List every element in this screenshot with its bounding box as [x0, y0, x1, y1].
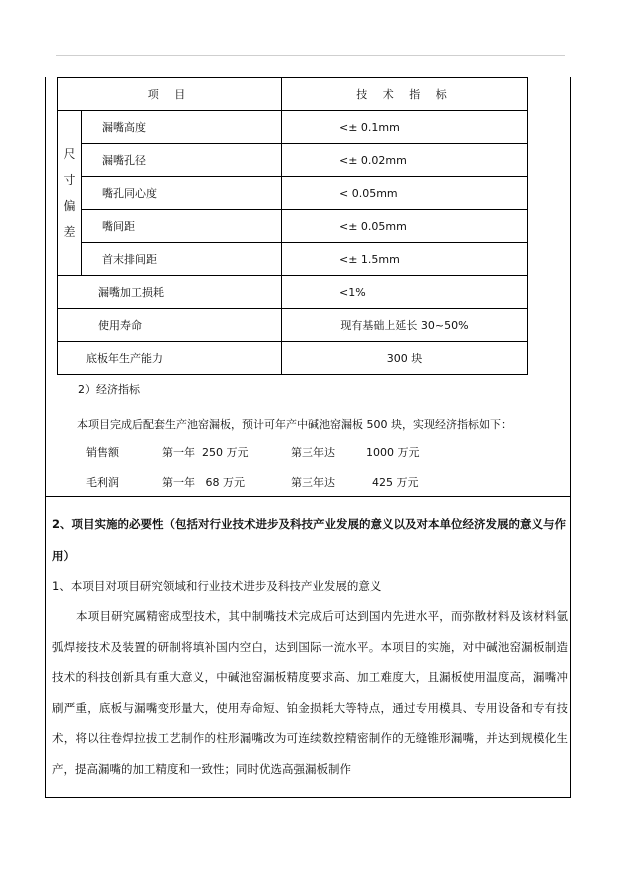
row-value: <± 0.02mm: [282, 144, 528, 177]
section-divider: [45, 496, 570, 497]
table-row: [58, 111, 528, 144]
section2-title: 2、项目实施的必要性（包括对行业技术进步及科技产业发展的意义以及对本单位经济发展的意义与作用）: [52, 517, 566, 563]
row-label: 毛利润: [86, 476, 119, 489]
row-value: 现有基础上延长 30~50%: [282, 309, 528, 342]
table-row: [58, 177, 528, 210]
row-item: 首末排间距: [82, 243, 282, 276]
row-value: < 0.05mm: [282, 177, 528, 210]
row-label: 销售额: [86, 446, 119, 459]
page-header-rule: [56, 55, 565, 56]
row-value: <1%: [282, 276, 528, 309]
row-value: 300 块: [282, 342, 528, 375]
row-item: 使用寿命: [58, 309, 282, 342]
tech-spec-table: [57, 77, 528, 375]
row-item: 漏嘴加工损耗: [58, 276, 282, 309]
row-year3-value: 425 万元: [372, 476, 419, 489]
economic-heading: 2）经济指标: [78, 383, 140, 396]
header-indicator: 技 术 指 标: [282, 78, 528, 111]
row-year1: 第一年 68 万元: [162, 476, 245, 489]
header-item: 项 目: [58, 78, 282, 111]
row-year3-value: 1000 万元: [366, 446, 420, 459]
row-year1: 第一年 250 万元: [162, 446, 249, 459]
row-value: <± 0.05mm: [282, 210, 528, 243]
table-row: [58, 144, 528, 177]
economic-intro: 本项目完成后配套生产池窑漏板，预计可年产中碱池窑漏板 500 块，实现经济指标如下：: [77, 418, 512, 431]
table-row: [58, 309, 528, 342]
row-value: <± 1.5mm: [282, 243, 528, 276]
table-row: [58, 243, 528, 276]
table-row: [58, 276, 528, 309]
row-year3: 第三年达: [291, 476, 335, 489]
table-row: [58, 210, 528, 243]
section2-paragraph: 本项目研究属精密成型技术，其中制嘴技术完成后可达到国内先进水平，而弥散材料及该材料氩弧焊接技术及装置的研制将填补国内空白，达到国际一流水平。本项目的实施，对中碱池窑漏板制造技术的科技创新具有重大意义，中碱池窑漏板精度要求高、加工难度大，且漏板使用温度高，漏嘴冲刷严重，底板与漏嘴变形量大，使用寿命短、铂金损耗大等特点，通过专用模具、专用设备和专有技术，将以往卷焊拉拔工艺制作的柱形漏嘴改为可连续数控精密制作的无缝锥形漏嘴，并达到规模化生产，提高漏嘴的加工精度和一致性；同时优选高强漏板制作: [52, 609, 568, 776]
table-header-row: [58, 78, 528, 111]
size-deviation-label: 尺 寸 偏 差: [58, 111, 82, 276]
table-row: [58, 342, 528, 375]
row-item: 嘴间距: [82, 210, 282, 243]
row-value: <± 0.1mm: [282, 111, 528, 144]
section2-subtitle: 1、本项目对项目研究领域和行业技术进步及科技产业发展的意义: [52, 579, 382, 593]
row-item: 漏嘴高度: [82, 111, 282, 144]
row-item: 底板年生产能力: [58, 342, 282, 375]
row-year3: 第三年达: [291, 446, 335, 459]
row-item: 漏嘴孔径: [82, 144, 282, 177]
row-item: 嘴孔同心度: [82, 177, 282, 210]
